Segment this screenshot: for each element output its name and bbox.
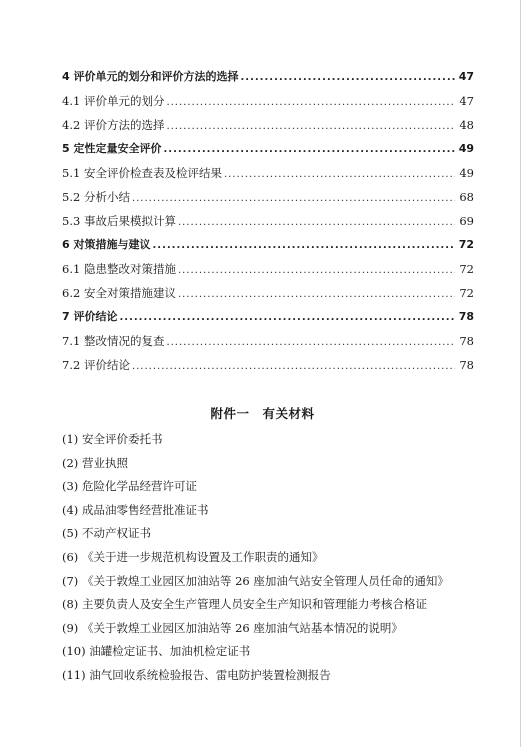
toc-leader-dots	[240, 66, 454, 90]
toc-leader-dots	[178, 283, 455, 307]
attachment-heading: 附件一 有关材料	[210, 406, 315, 421]
attachment-item: (8) 主要负责人及安全生产管理人员安全生产知识和管理能力考核合格证	[62, 597, 427, 612]
toc-entry-page: 72	[458, 238, 474, 251]
attachment-item: (3) 危险化学品经营许可证	[62, 479, 197, 494]
toc-entry-page: 49	[459, 166, 474, 180]
toc-entry-5-1[interactable]	[62, 161, 474, 185]
toc-entry-page: 78	[458, 310, 474, 323]
attachment-item: (4) 成品油零售经营批准证书	[62, 502, 209, 517]
toc-entry-page: 72	[459, 262, 474, 276]
toc-leader-dots	[163, 138, 454, 162]
toc-entry-title: 4 评价单元的划分和评价方法的选择	[62, 70, 239, 83]
toc-entry-5-3[interactable]	[62, 209, 474, 233]
toc-entry-page: 49	[458, 142, 474, 155]
toc-entry-page: 48	[459, 118, 474, 132]
toc-entry-title: 5 定性定量安全评价	[62, 142, 162, 155]
attachment-item: (2) 营业执照	[62, 455, 128, 470]
attachment-item: (11) 油气回收系统检验报告、雷电防护装置检测报告	[62, 667, 331, 682]
toc-entry-title: 4.1 评价单元的划分	[62, 94, 165, 108]
toc-entry-page: 47	[458, 70, 474, 83]
toc-entry-4-2[interactable]	[62, 113, 474, 137]
attachment-item: (6) 《关于进一步规范机构设置及工作职责的通知》	[62, 549, 324, 564]
toc-entry-4[interactable]	[62, 65, 474, 89]
attachment-item: (5) 不动产权证书	[62, 526, 151, 541]
attachment-item: (1) 安全评价委托书	[62, 432, 163, 446]
toc-entry-page: 69	[459, 214, 474, 228]
toc-entry-page: 72	[459, 286, 474, 300]
toc-entry-title: 5.3 事故后果模拟计算	[62, 214, 176, 228]
attachment-item: (9) 《关于敦煌工业园区加油站等 26 座加油气站基本情况的说明》	[62, 620, 403, 635]
toc-entry-5[interactable]	[62, 137, 474, 161]
toc-entry-4-1[interactable]	[62, 89, 474, 113]
toc-entry-title: 5.1 安全评价检查表及检评结果	[62, 166, 222, 180]
toc-leader-dots	[132, 187, 455, 211]
toc-leader-dots	[224, 163, 455, 187]
page-edge-line	[520, 0, 521, 747]
attachment-item: (7) 《关于敦煌工业园区加油站等 26 座加油气站安全管理人员任命的通知》	[62, 573, 449, 588]
toc-leader-dots	[178, 211, 455, 235]
toc-leader-dots	[166, 91, 455, 115]
toc-entry-title: 6.2 安全对策措施建议	[62, 286, 176, 300]
toc-leader-dots	[119, 306, 454, 330]
toc-entry-page: 47	[459, 94, 474, 108]
toc-entry-page: 78	[459, 334, 474, 348]
toc-entry-title: 7.2 评价结论	[62, 358, 130, 372]
toc-entry-title: 6 对策措施与建议	[62, 238, 151, 251]
toc-entry-title: 5.2 分析小结	[62, 190, 130, 204]
toc-leader-dots	[166, 115, 455, 139]
toc-entry-title: 6.1 隐患整改对策措施	[62, 262, 176, 276]
toc-leader-dots	[178, 259, 455, 283]
toc-entry-7-1[interactable]	[62, 329, 474, 353]
toc-entry-6-1[interactable]	[62, 257, 474, 281]
toc-entry-7-2[interactable]	[62, 353, 474, 377]
toc-entry-6-2[interactable]	[62, 281, 474, 305]
table-of-contents	[62, 65, 474, 377]
toc-entry-5-2[interactable]	[62, 185, 474, 209]
toc-entry-6[interactable]	[62, 233, 474, 257]
toc-leader-dots	[132, 355, 455, 379]
toc-entry-7[interactable]	[62, 305, 474, 329]
toc-entry-page: 78	[459, 358, 474, 372]
toc-entry-title: 4.2 评价方法的选择	[62, 118, 165, 132]
toc-entry-title: 7.1 整改情况的复查	[62, 334, 165, 348]
toc-entry-page: 68	[459, 190, 474, 204]
attachment-item: (10) 油罐检定证书、加油机检定证书	[62, 644, 251, 659]
attachment-list	[62, 428, 482, 688]
toc-leader-dots	[152, 234, 454, 258]
toc-entry-title: 7 评价结论	[62, 310, 118, 323]
toc-leader-dots	[166, 331, 455, 355]
